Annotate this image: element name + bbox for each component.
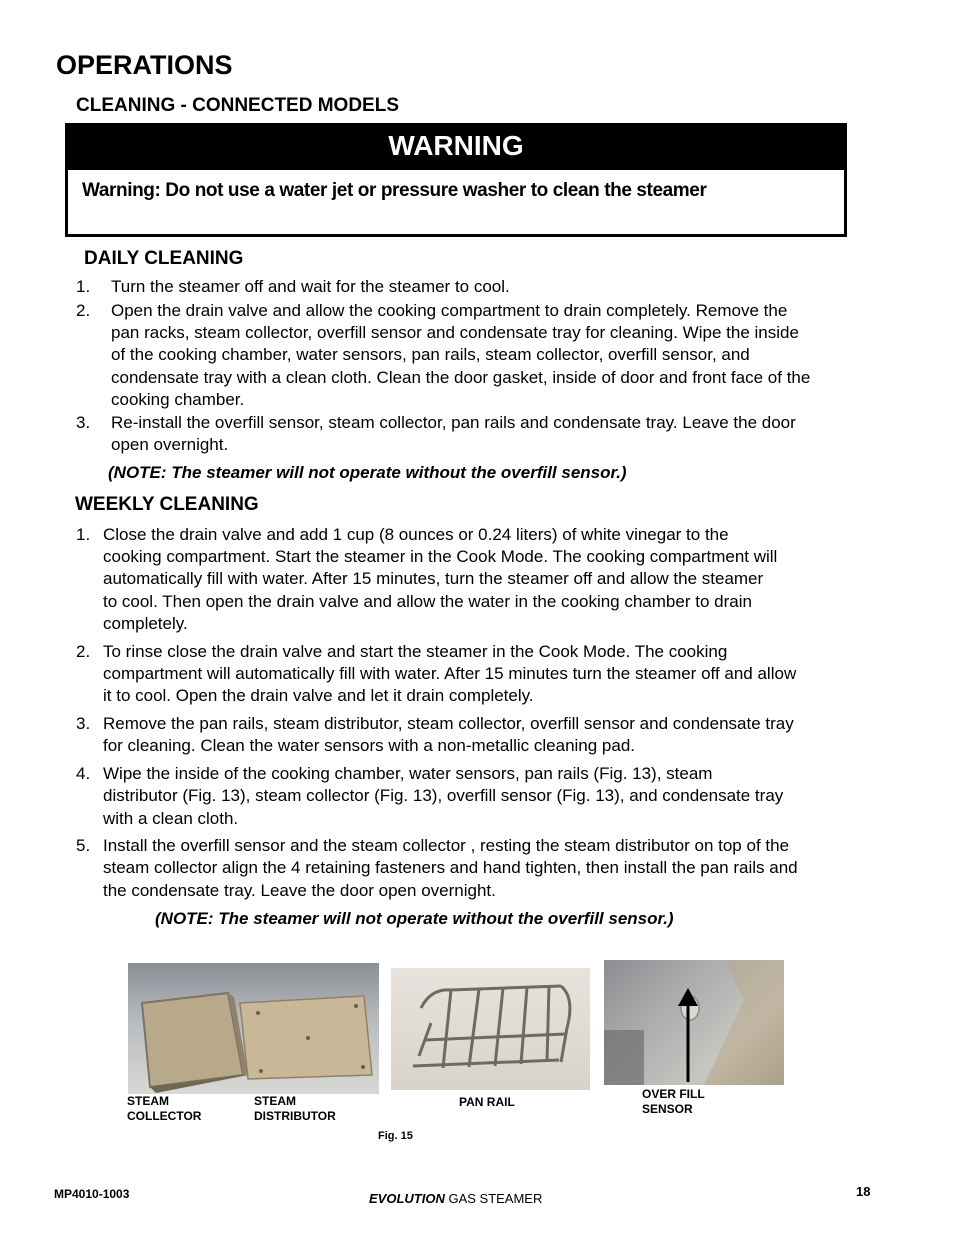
caption-line: OVER FILL — [642, 1087, 705, 1101]
overfill-sensor-image — [604, 960, 784, 1085]
list-number: 2. — [76, 301, 91, 320]
list-number: 3. — [76, 714, 91, 733]
page-number: 18 — [856, 1184, 871, 1199]
list-number: 1. — [76, 277, 91, 296]
list-number: 4. — [76, 764, 91, 783]
list-item-text: cooking compartment. Start the steamer in the Cook Mode. The cooking compartment will — [103, 547, 778, 566]
list-number: 2. — [76, 642, 91, 661]
list-item-text: condensate tray with a clean cloth. Clean the door gasket, inside of door and front face of the — [111, 368, 811, 387]
pan-rail-image — [391, 968, 590, 1090]
list-item-text: open overnight. — [111, 435, 229, 454]
list-item-text: Remove the pan rails, steam distributor, steam collector, overfill sensor and condensate tray — [103, 714, 794, 733]
warning-header: WARNING — [65, 123, 847, 168]
steam-collector-distributor-photo — [128, 963, 379, 1094]
warning-box — [65, 168, 847, 237]
list-number: 3. — [76, 413, 91, 432]
caption-line: STEAM — [254, 1094, 296, 1108]
list-item-text: with a clean cloth. — [103, 809, 239, 828]
list-item-text: cooking chamber. — [111, 390, 245, 409]
list-item-text: Close the drain valve and add 1 cup (8 ounces or 0.24 liters) of white vinegar to the — [103, 525, 729, 544]
caption-line: STEAM — [127, 1094, 169, 1108]
caption-pan-rail: PAN RAIL — [459, 1095, 515, 1109]
list-item-text: Turn the steamer off and wait for the steamer to cool. — [111, 277, 510, 296]
list-item-text: for cleaning. Clean the water sensors with a non-metallic cleaning pad. — [103, 736, 636, 755]
daily-note: (NOTE: The steamer will not operate without the overfill sensor.) — [108, 463, 627, 482]
list-item-text: Re-install the overfill sensor, steam collector, pan rails and condensate tray. Leave the door — [111, 413, 796, 432]
daily-cleaning-title: DAILY CLEANING — [84, 248, 244, 269]
list-item-text: Open the drain valve and allow the cooking compartment to drain completely. Remove the — [111, 301, 788, 320]
list-number: 1. — [76, 525, 91, 544]
product-rest: GAS STEAMER — [444, 1191, 543, 1206]
list-item-text: to cool. Then open the drain valve and allow the water in the cooking chamber to drain — [103, 592, 752, 611]
weekly-cleaning-title: WEEKLY CLEANING — [75, 494, 259, 515]
list-item-text: automatically fill with water. After 15 minutes, turn the steamer off and allow the steamer — [103, 569, 764, 588]
caption-line: DISTRIBUTOR — [254, 1109, 336, 1123]
product-name — [369, 1191, 542, 1206]
list-item-text: Wipe the inside of the cooking chamber, water sensors, pan rails (Fig. 13), steam — [103, 764, 713, 783]
figure-label: Fig. 15 — [378, 1130, 413, 1142]
steam-parts-image — [128, 963, 379, 1094]
warning-text: Warning: Do not use a water jet or pressure washer to clean the steamer — [82, 180, 707, 201]
caption-line: COLLECTOR — [127, 1109, 202, 1123]
list-item-text: Install the overfill sensor and the steam collector , resting the steam distributor on top of the — [103, 836, 790, 855]
doc-number: MP4010-1003 — [54, 1187, 130, 1201]
caption-line: SENSOR — [642, 1102, 693, 1116]
page-title: OPERATIONS — [56, 50, 233, 80]
list-item-text: To rinse close the drain valve and start the steamer in the Cook Mode. The cooking — [103, 642, 728, 661]
list-item-text: compartment will automatically fill with water. After 15 minutes turn the steamer off and allow — [103, 664, 797, 683]
overfill-sensor-photo — [604, 960, 784, 1085]
list-item-text: of the cooking chamber, water sensors, pan rails, steam collector, overfill sensor, and — [111, 345, 750, 364]
list-item-text: completely. — [103, 614, 188, 633]
caption-steam-collector — [127, 1094, 201, 1124]
caption-steam-distributor — [254, 1094, 336, 1124]
weekly-note: (NOTE: The steamer will not operate without the overfill sensor.) — [155, 909, 674, 928]
list-item-text: the condensate tray. Leave the door open overnight. — [103, 881, 496, 900]
list-item-text: distributor (Fig. 13), steam collector (Fig. 13), overfill sensor (Fig. 13), and condensate tray — [103, 786, 784, 805]
list-number: 5. — [76, 836, 91, 855]
product-brand: EVOLUTION — [369, 1191, 445, 1206]
caption-over-fill-sensor — [642, 1087, 705, 1117]
pan-rail-photo — [391, 968, 590, 1090]
section-title: CLEANING - CONNECTED MODELS — [76, 95, 399, 116]
list-item-text: it to cool. Open the drain valve and let it drain completely. — [103, 686, 534, 705]
list-item-text: steam collector align the 4 retaining fasteners and hand tighten, then install the pan rails and — [103, 858, 798, 877]
list-item-text: pan racks, steam collector, overfill sensor and condensate tray for cleaning. Wipe the inside — [111, 323, 799, 342]
